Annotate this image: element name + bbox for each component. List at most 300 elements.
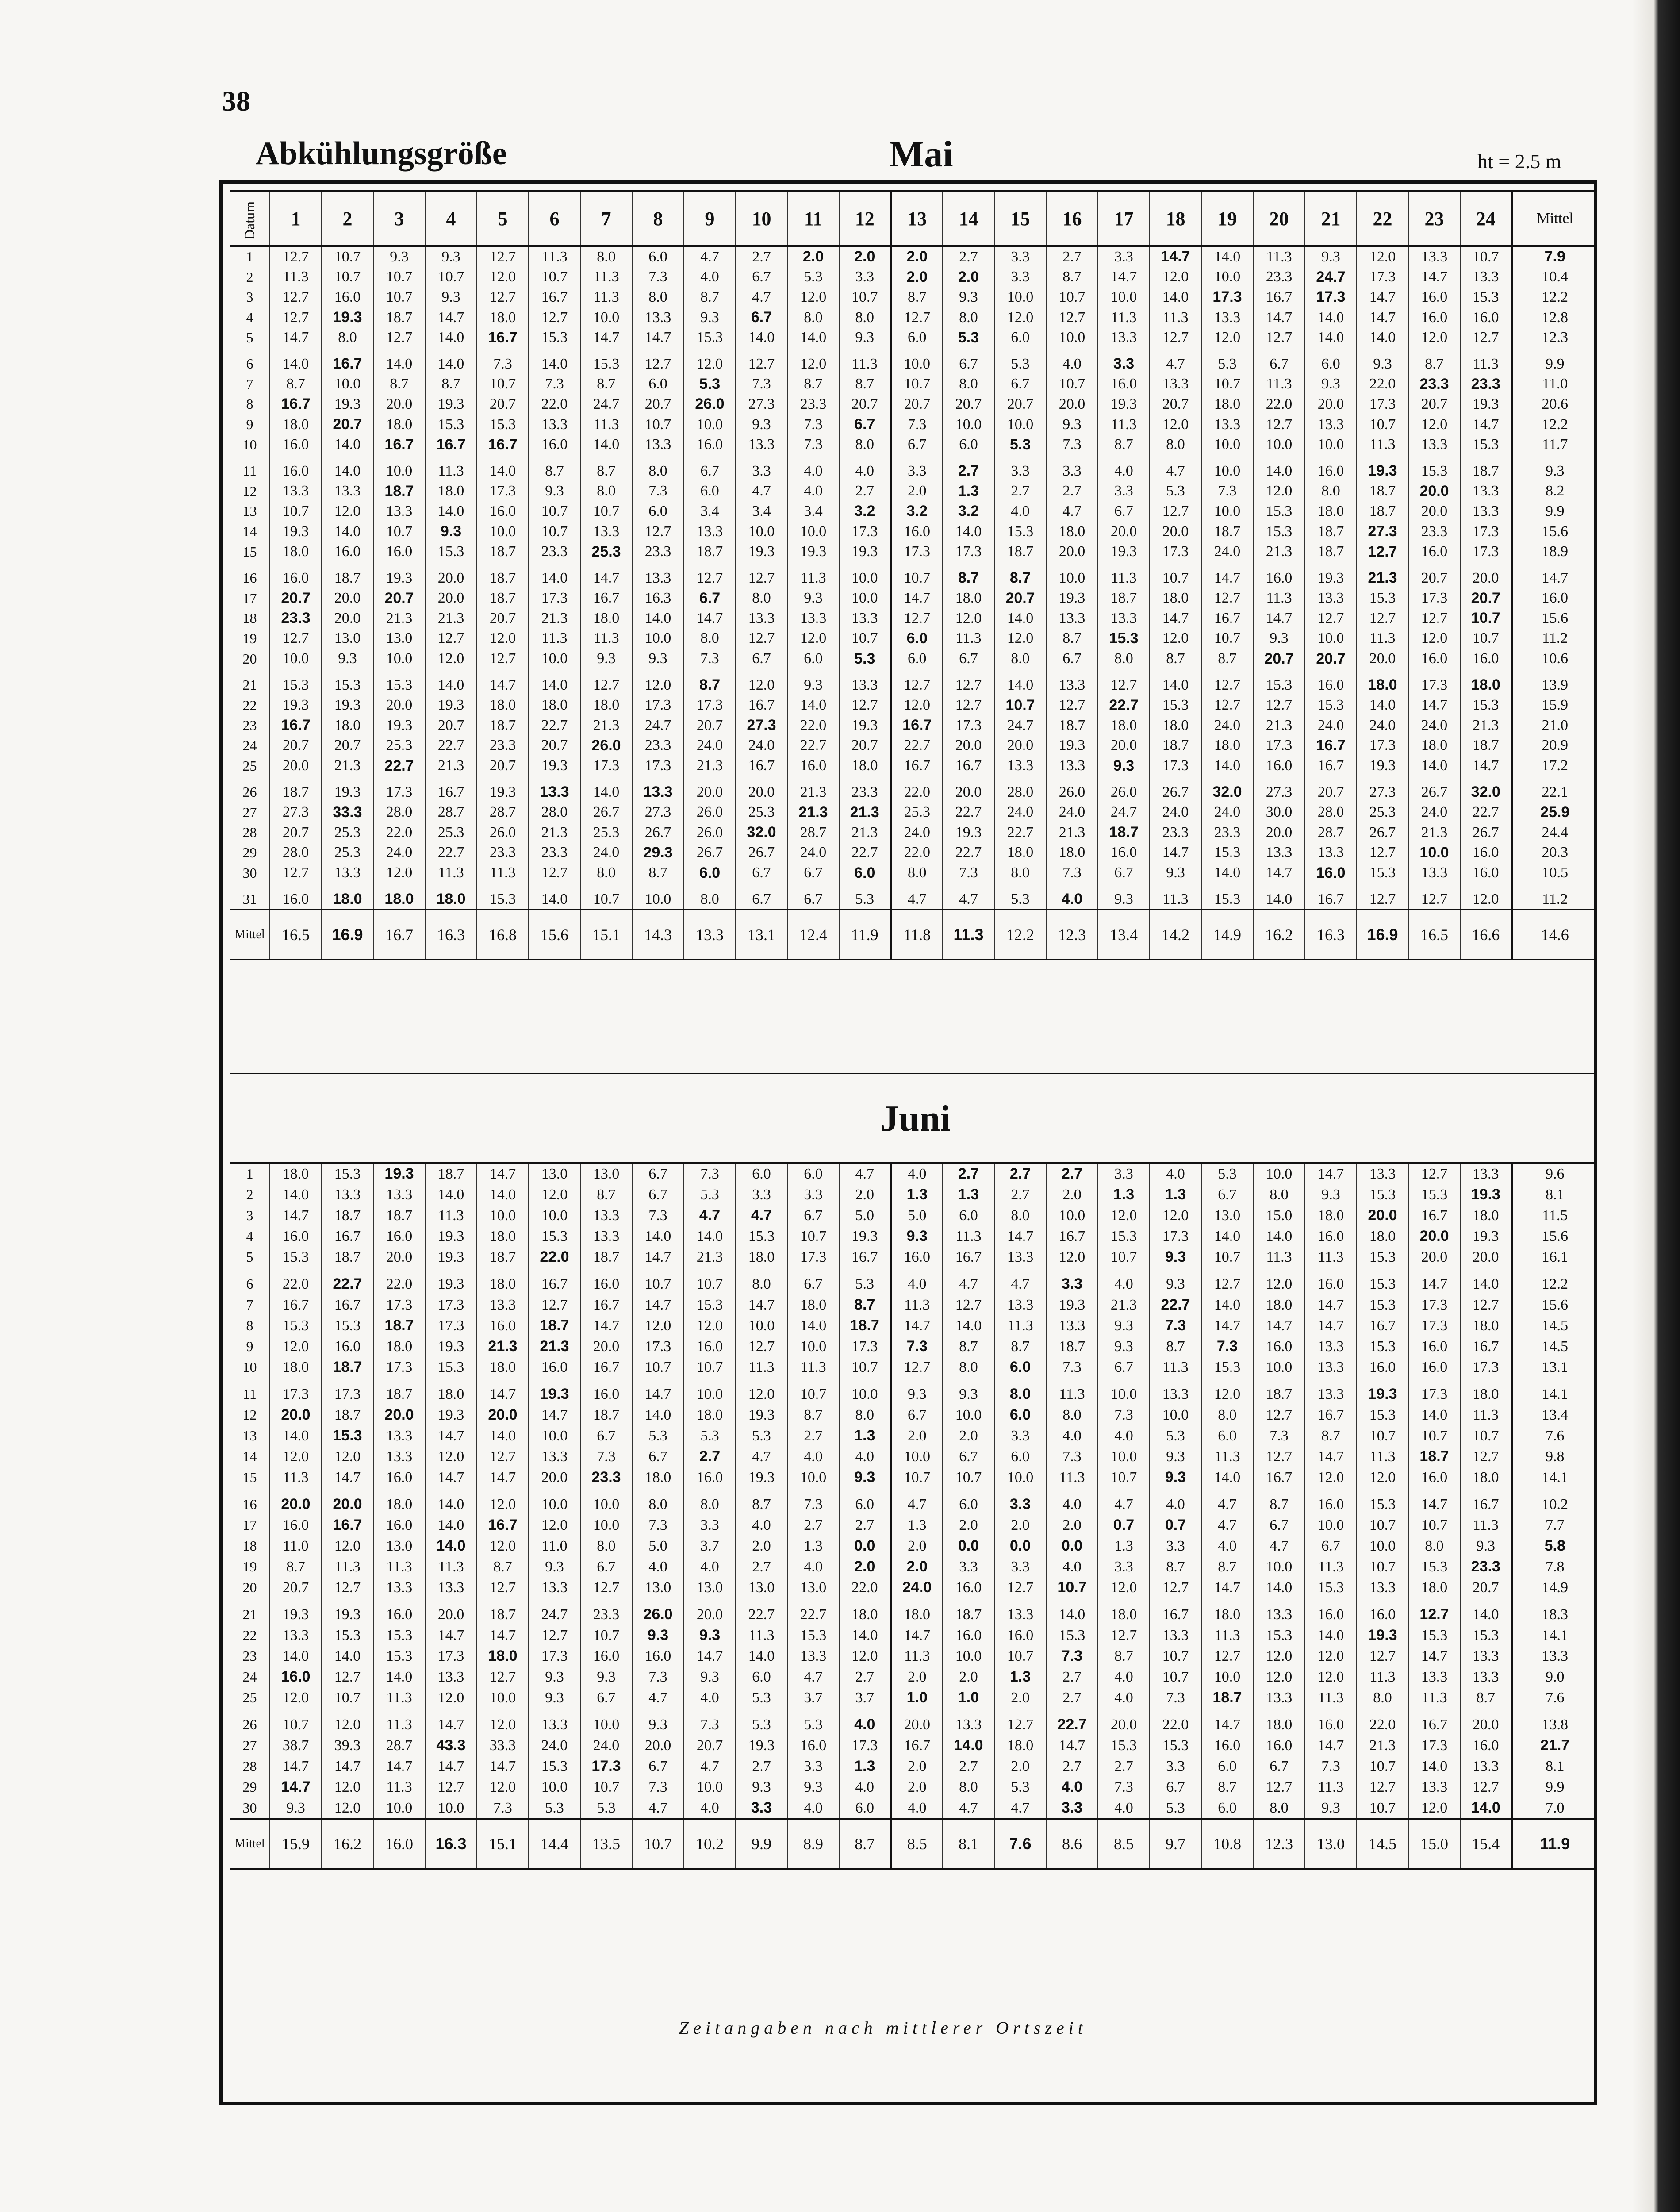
value-cell: 18.7 [1046, 715, 1098, 736]
header-hour: 12 [839, 191, 891, 246]
daily-mean-cell: 14.5 [1512, 1336, 1597, 1357]
value-cell: 11.3 [1150, 1357, 1201, 1378]
value-cell: 16.0 [1460, 1735, 1512, 1756]
value-cell: 12.0 [1253, 1267, 1305, 1294]
value-cell: 6.7 [787, 883, 839, 910]
value-cell: 16.7 [1408, 1205, 1460, 1226]
mittel-cell: 15.9 [270, 1819, 322, 1869]
value-cell: 25.3 [322, 822, 373, 843]
daily-mean-cell: 7.9 [1512, 246, 1597, 267]
mittel-cell: 16.7 [373, 910, 425, 960]
value-cell: 12.7 [736, 1336, 787, 1357]
value-cell: 10.0 [736, 522, 787, 542]
value-cell: 18.7 [1253, 1378, 1305, 1405]
daily-mean-cell: 10.6 [1512, 649, 1597, 669]
value-cell: 3.3 [994, 455, 1046, 481]
value-cell: 9.3 [1150, 1446, 1201, 1467]
value-cell: 10.7 [839, 287, 891, 307]
value-cell: 16.0 [270, 1667, 322, 1687]
value-cell: 2.7 [943, 455, 994, 481]
value-cell: 12.7 [1357, 541, 1408, 562]
value-cell: 7.3 [1201, 481, 1253, 502]
value-cell: 16.7 [322, 1226, 373, 1247]
value-cell: 18.0 [994, 1735, 1046, 1756]
table-row [230, 695, 1597, 715]
value-cell: 8.0 [1201, 1405, 1253, 1425]
book-spine-edge [1632, 0, 1680, 2212]
value-cell: 15.3 [1408, 455, 1460, 481]
value-cell: 16.0 [373, 1515, 425, 1536]
value-cell: 18.7 [1408, 1446, 1460, 1467]
value-cell: 6.0 [943, 1488, 994, 1515]
value-cell: 22.0 [1253, 394, 1305, 415]
value-cell: 13.3 [632, 434, 684, 455]
value-cell: 4.7 [891, 1488, 943, 1515]
value-cell: 20.7 [1150, 394, 1201, 415]
value-cell: 6.7 [684, 588, 736, 609]
table-row [230, 1488, 1597, 1515]
value-cell: 13.3 [736, 434, 787, 455]
value-cell: 2.7 [736, 246, 787, 267]
value-cell: 15.3 [1408, 1625, 1460, 1646]
value-cell: 14.7 [1460, 415, 1512, 435]
value-cell: 16.7 [1046, 1226, 1098, 1247]
value-cell: 2.7 [1046, 481, 1098, 502]
value-cell: 11.3 [787, 562, 839, 588]
value-cell: 4.0 [1098, 1425, 1150, 1446]
value-cell: 3.3 [1046, 1797, 1098, 1819]
value-cell: 6.7 [1098, 501, 1150, 522]
value-cell: 20.0 [1460, 1247, 1512, 1267]
value-cell: 18.0 [1408, 736, 1460, 756]
value-cell: 3.7 [684, 1536, 736, 1556]
value-cell: 17.3 [632, 695, 684, 715]
value-cell: 16.0 [580, 1378, 632, 1405]
value-cell: 13.3 [1150, 1625, 1201, 1646]
value-cell: 9.3 [943, 1378, 994, 1405]
value-cell: 13.3 [580, 1205, 632, 1226]
value-cell: 9.3 [943, 287, 994, 307]
value-cell: 2.7 [1046, 246, 1098, 267]
value-cell: 13.3 [1460, 1164, 1512, 1184]
value-cell: 15.3 [425, 541, 477, 562]
value-cell: 18.7 [943, 1598, 994, 1625]
value-cell: 18.7 [1046, 1336, 1098, 1357]
value-cell: 11.3 [1098, 307, 1150, 328]
value-cell: 20.7 [1305, 776, 1357, 803]
value-cell: 4.7 [632, 1687, 684, 1708]
value-cell: 12.7 [270, 863, 322, 883]
value-cell: 9.3 [1305, 1797, 1357, 1819]
value-cell: 17.3 [322, 1378, 373, 1405]
value-cell: 6.0 [839, 1488, 891, 1515]
value-cell: 4.7 [736, 1205, 787, 1226]
value-cell: 14.0 [529, 669, 580, 695]
value-cell: 11.3 [943, 629, 994, 649]
value-cell: 19.3 [425, 695, 477, 715]
value-cell: 15.3 [580, 348, 632, 374]
value-cell: 7.3 [684, 1164, 736, 1184]
value-cell: 17.3 [1408, 588, 1460, 609]
value-cell: 9.3 [839, 1467, 891, 1488]
value-cell: 7.3 [1046, 1646, 1098, 1667]
value-cell: 20.0 [1098, 736, 1150, 756]
value-cell: 14.7 [1305, 1735, 1357, 1756]
table-row [230, 455, 1597, 481]
header-hour: 9 [684, 191, 736, 246]
value-cell: 18.0 [1357, 669, 1408, 695]
mittel-label: Mittel [230, 1819, 270, 1869]
value-cell: 6.7 [787, 863, 839, 883]
table-row [230, 1577, 1597, 1598]
value-cell: 11.3 [425, 1205, 477, 1226]
value-cell: 16.0 [1408, 541, 1460, 562]
value-cell: 24.0 [891, 822, 943, 843]
header-hour: 2 [322, 191, 373, 246]
value-cell: 12.7 [477, 649, 529, 669]
table-row [230, 1735, 1597, 1756]
value-cell: 16.7 [580, 1294, 632, 1315]
value-cell: 26.7 [632, 822, 684, 843]
value-cell: 14.7 [1253, 307, 1305, 328]
daily-mean-cell: 9.6 [1512, 1164, 1597, 1184]
value-cell: 12.7 [1253, 1405, 1305, 1425]
value-cell: 10.7 [477, 374, 529, 395]
value-cell: 20.7 [684, 715, 736, 736]
value-cell: 14.7 [270, 1777, 322, 1797]
day-cell: 29 [242, 1779, 257, 1795]
table-row [230, 287, 1597, 307]
value-cell: 19.3 [425, 1267, 477, 1294]
value-cell: 16.0 [1460, 649, 1512, 669]
value-cell: 11.3 [477, 863, 529, 883]
value-cell: 12.7 [425, 629, 477, 649]
value-cell: 9.3 [787, 588, 839, 609]
mittel-cell: 13.3 [684, 910, 736, 960]
value-cell: 8.0 [684, 1488, 736, 1515]
table-row [230, 1756, 1597, 1777]
value-cell: 18.0 [1098, 1598, 1150, 1625]
value-cell: 13.0 [1201, 1205, 1253, 1226]
value-cell: 16.0 [891, 1247, 943, 1267]
value-cell: 16.7 [580, 1357, 632, 1378]
value-cell: 19.3 [322, 1598, 373, 1625]
value-cell: 11.3 [1460, 1515, 1512, 1536]
value-cell: 2.7 [943, 1164, 994, 1184]
value-cell: 16.7 [736, 695, 787, 715]
value-cell: 4.7 [1150, 455, 1201, 481]
value-cell: 23.3 [1408, 374, 1460, 395]
value-cell: 13.3 [1150, 1378, 1201, 1405]
value-cell: 10.7 [1460, 246, 1512, 267]
value-cell: 10.7 [839, 1357, 891, 1378]
day-cell: 2 [246, 269, 253, 285]
value-cell: 13.3 [1098, 327, 1150, 348]
value-cell: 10.7 [994, 695, 1046, 715]
value-cell: 2.0 [839, 1556, 891, 1577]
value-cell: 20.0 [373, 394, 425, 415]
value-cell: 22.7 [425, 736, 477, 756]
table-row [230, 629, 1597, 649]
value-cell: 16.0 [270, 1515, 322, 1536]
value-cell: 7.3 [1150, 1687, 1201, 1708]
mittel-cell: 13.5 [580, 1819, 632, 1869]
value-cell: 18.7 [529, 1315, 580, 1336]
value-cell: 10.7 [373, 522, 425, 542]
value-cell: 10.0 [529, 1488, 580, 1515]
value-cell: 14.0 [529, 562, 580, 588]
value-cell: 14.7 [1460, 756, 1512, 776]
value-cell: 6.0 [787, 1164, 839, 1184]
value-cell: 5.3 [839, 1267, 891, 1294]
value-cell: 26.7 [1357, 822, 1408, 843]
value-cell: 12.0 [529, 1184, 580, 1205]
value-cell: 15.3 [1357, 588, 1408, 609]
value-cell: 8.0 [1046, 1405, 1098, 1425]
value-cell: 11.3 [1253, 588, 1305, 609]
value-cell: 16.0 [1408, 1357, 1460, 1378]
value-cell: 12.7 [994, 1577, 1046, 1598]
value-cell: 9.3 [425, 287, 477, 307]
value-cell: 4.0 [684, 1797, 736, 1819]
value-cell: 11.3 [787, 1357, 839, 1378]
value-cell: 8.7 [373, 374, 425, 395]
value-cell: 2.7 [1098, 1756, 1150, 1777]
value-cell: 11.3 [1253, 1247, 1305, 1267]
value-cell: 12.7 [529, 307, 580, 328]
value-cell: 10.7 [425, 267, 477, 288]
value-cell: 18.0 [580, 695, 632, 715]
value-cell: 13.3 [1305, 1378, 1357, 1405]
header-hour: 17 [1098, 191, 1150, 246]
value-cell: 10.0 [787, 522, 839, 542]
value-cell: 14.7 [891, 588, 943, 609]
header-hour: 8 [632, 191, 684, 246]
value-cell: 12.0 [1460, 883, 1512, 910]
value-cell: 14.0 [477, 1184, 529, 1205]
value-cell: 20.0 [373, 1405, 425, 1425]
value-cell: 18.0 [1460, 1205, 1512, 1226]
value-cell: 9.3 [632, 1708, 684, 1735]
day-cell: 1 [246, 249, 253, 265]
value-cell: 6.0 [684, 481, 736, 502]
value-cell: 2.7 [943, 1756, 994, 1777]
value-cell: 4.7 [891, 883, 943, 910]
value-cell: 17.3 [529, 1646, 580, 1667]
value-cell: 20.7 [839, 394, 891, 415]
value-cell: 4.7 [994, 1797, 1046, 1819]
value-cell: 4.0 [839, 1708, 891, 1735]
value-cell: 8.0 [787, 307, 839, 328]
value-cell: 14.7 [580, 1315, 632, 1336]
value-cell: 14.0 [270, 1646, 322, 1667]
value-cell: 11.3 [1098, 562, 1150, 588]
value-cell: 22.0 [373, 822, 425, 843]
value-cell: 12.7 [322, 1577, 373, 1598]
value-cell: 12.7 [1357, 883, 1408, 910]
value-cell: 4.0 [632, 1556, 684, 1577]
value-cell: 8.7 [529, 455, 580, 481]
value-cell: 22.7 [736, 1598, 787, 1625]
value-cell: 12.0 [839, 1646, 891, 1667]
value-cell: 2.0 [891, 267, 943, 288]
value-cell: 16.0 [891, 522, 943, 542]
value-cell: 26.7 [1408, 776, 1460, 803]
value-cell: 4.7 [684, 1756, 736, 1777]
value-cell: 12.0 [632, 669, 684, 695]
mittel-cell: 16.3 [425, 910, 477, 960]
value-cell: 16.7 [270, 715, 322, 736]
value-cell: 1.3 [994, 1667, 1046, 1687]
daily-mean-cell: 14.1 [1512, 1467, 1597, 1488]
daily-mean-cell: 9.9 [1512, 348, 1597, 374]
value-cell: 11.3 [425, 863, 477, 883]
value-cell: 7.3 [787, 1488, 839, 1515]
value-cell: 17.3 [1150, 756, 1201, 776]
value-cell: 16.7 [891, 756, 943, 776]
table-row [230, 374, 1597, 395]
value-cell: 16.0 [994, 1625, 1046, 1646]
value-cell: 18.7 [994, 541, 1046, 562]
value-cell: 21.3 [839, 822, 891, 843]
daily-mean-cell: 9.9 [1512, 501, 1597, 522]
daily-mean-cell: 7.6 [1512, 1425, 1597, 1446]
value-cell: 7.3 [943, 863, 994, 883]
value-cell: 10.7 [684, 1357, 736, 1378]
mittel-cell: 10.2 [684, 1819, 736, 1869]
value-cell: 15.3 [1357, 1294, 1408, 1315]
value-cell: 2.7 [1046, 1164, 1098, 1184]
value-cell: 13.3 [1098, 608, 1150, 629]
value-cell: 20.7 [1408, 562, 1460, 588]
value-cell: 16.7 [1150, 1598, 1201, 1625]
value-cell: 12.7 [1357, 843, 1408, 863]
value-cell: 16.0 [322, 287, 373, 307]
value-cell: 16.7 [839, 1247, 891, 1267]
value-cell: 19.3 [943, 822, 994, 843]
table-row [230, 1425, 1597, 1446]
value-cell: 18.0 [1201, 394, 1253, 415]
value-cell: 10.0 [580, 1708, 632, 1735]
mittel-cell: 12.3 [1253, 1819, 1305, 1869]
value-cell: 17.3 [943, 715, 994, 736]
value-cell: 4.0 [891, 1267, 943, 1294]
value-cell: 28.7 [787, 822, 839, 843]
value-cell: 11.3 [1305, 1777, 1357, 1797]
value-cell: 16.0 [1305, 863, 1357, 883]
value-cell: 9.3 [736, 1777, 787, 1797]
mittel-cell: 12.4 [787, 910, 839, 960]
value-cell: 17.3 [1408, 1378, 1460, 1405]
value-cell: 16.7 [891, 715, 943, 736]
value-cell: 9.3 [270, 1797, 322, 1819]
value-cell: 12.7 [477, 1446, 529, 1467]
value-cell: 13.3 [1046, 756, 1098, 776]
value-cell: 11.3 [322, 1556, 373, 1577]
value-cell: 4.7 [787, 1667, 839, 1687]
value-cell: 20.7 [270, 588, 322, 609]
value-cell: 13.3 [529, 1708, 580, 1735]
value-cell: 13.3 [994, 756, 1046, 776]
day-cell: 14 [242, 523, 257, 540]
value-cell: 15.3 [1150, 1735, 1201, 1756]
value-cell: 9.3 [373, 246, 425, 267]
value-cell: 15.3 [322, 1625, 373, 1646]
value-cell: 24.0 [684, 736, 736, 756]
day-cell: 19 [242, 1559, 257, 1575]
value-cell: 11.3 [373, 1556, 425, 1577]
value-cell: 21.3 [1357, 562, 1408, 588]
value-cell: 27.3 [1253, 776, 1305, 803]
value-cell: 15.3 [425, 415, 477, 435]
value-cell: 8.0 [632, 455, 684, 481]
value-cell: 2.0 [1046, 1184, 1098, 1205]
value-cell: 5.3 [1201, 1164, 1253, 1184]
value-cell: 3.7 [839, 1687, 891, 1708]
value-cell: 14.0 [270, 348, 322, 374]
value-cell: 17.3 [787, 1247, 839, 1267]
table-row [230, 1184, 1597, 1205]
value-cell: 12.0 [477, 1488, 529, 1515]
value-cell: 16.0 [1460, 843, 1512, 863]
value-cell: 1.3 [1098, 1536, 1150, 1556]
value-cell: 16.0 [1305, 1598, 1357, 1625]
day-cell: 31 [242, 891, 257, 907]
value-cell: 19.3 [270, 695, 322, 715]
value-cell: 10.0 [1046, 562, 1098, 588]
value-cell: 10.7 [1460, 629, 1512, 649]
value-cell: 16.7 [1305, 736, 1357, 756]
mittel-cell: 16.8 [477, 910, 529, 960]
value-cell: 8.7 [1305, 1425, 1357, 1446]
mittel-cell: 8.7 [839, 1819, 891, 1869]
value-cell: 26.7 [580, 802, 632, 822]
value-cell: 2.0 [891, 246, 943, 267]
value-cell: 3.3 [1098, 348, 1150, 374]
value-cell: 13.3 [1460, 1667, 1512, 1687]
value-cell: 20.7 [684, 1735, 736, 1756]
daily-mean-cell: 12.2 [1512, 1267, 1597, 1294]
value-cell: 9.3 [529, 1667, 580, 1687]
value-cell: 12.0 [322, 1446, 373, 1467]
value-cell: 28.0 [994, 776, 1046, 803]
value-cell: 15.3 [1253, 501, 1305, 522]
value-cell: 18.7 [580, 1405, 632, 1425]
value-cell: 4.7 [1098, 1488, 1150, 1515]
value-cell: 18.0 [891, 1598, 943, 1625]
value-cell: 17.3 [1201, 287, 1253, 307]
value-cell: 14.0 [477, 1425, 529, 1446]
value-cell: 2.7 [1046, 1667, 1098, 1687]
value-cell: 6.7 [580, 1425, 632, 1446]
value-cell: 4.0 [839, 1446, 891, 1467]
table-row [230, 883, 1597, 910]
daily-mean-cell: 9.0 [1512, 1667, 1597, 1687]
value-cell: 18.7 [1460, 736, 1512, 756]
value-cell: 21.3 [425, 756, 477, 776]
value-cell: 14.0 [270, 1184, 322, 1205]
value-cell: 13.0 [684, 1577, 736, 1598]
value-cell: 2.0 [943, 1425, 994, 1446]
value-cell: 9.3 [1150, 1467, 1201, 1488]
value-cell: 16.0 [373, 1226, 425, 1247]
value-cell: 8.0 [943, 1357, 994, 1378]
value-cell: 8.7 [580, 455, 632, 481]
value-cell: 10.7 [580, 1777, 632, 1797]
table-row [230, 1536, 1597, 1556]
mittel-cell: 16.2 [1253, 910, 1305, 960]
value-cell: 14.0 [1253, 1577, 1305, 1598]
